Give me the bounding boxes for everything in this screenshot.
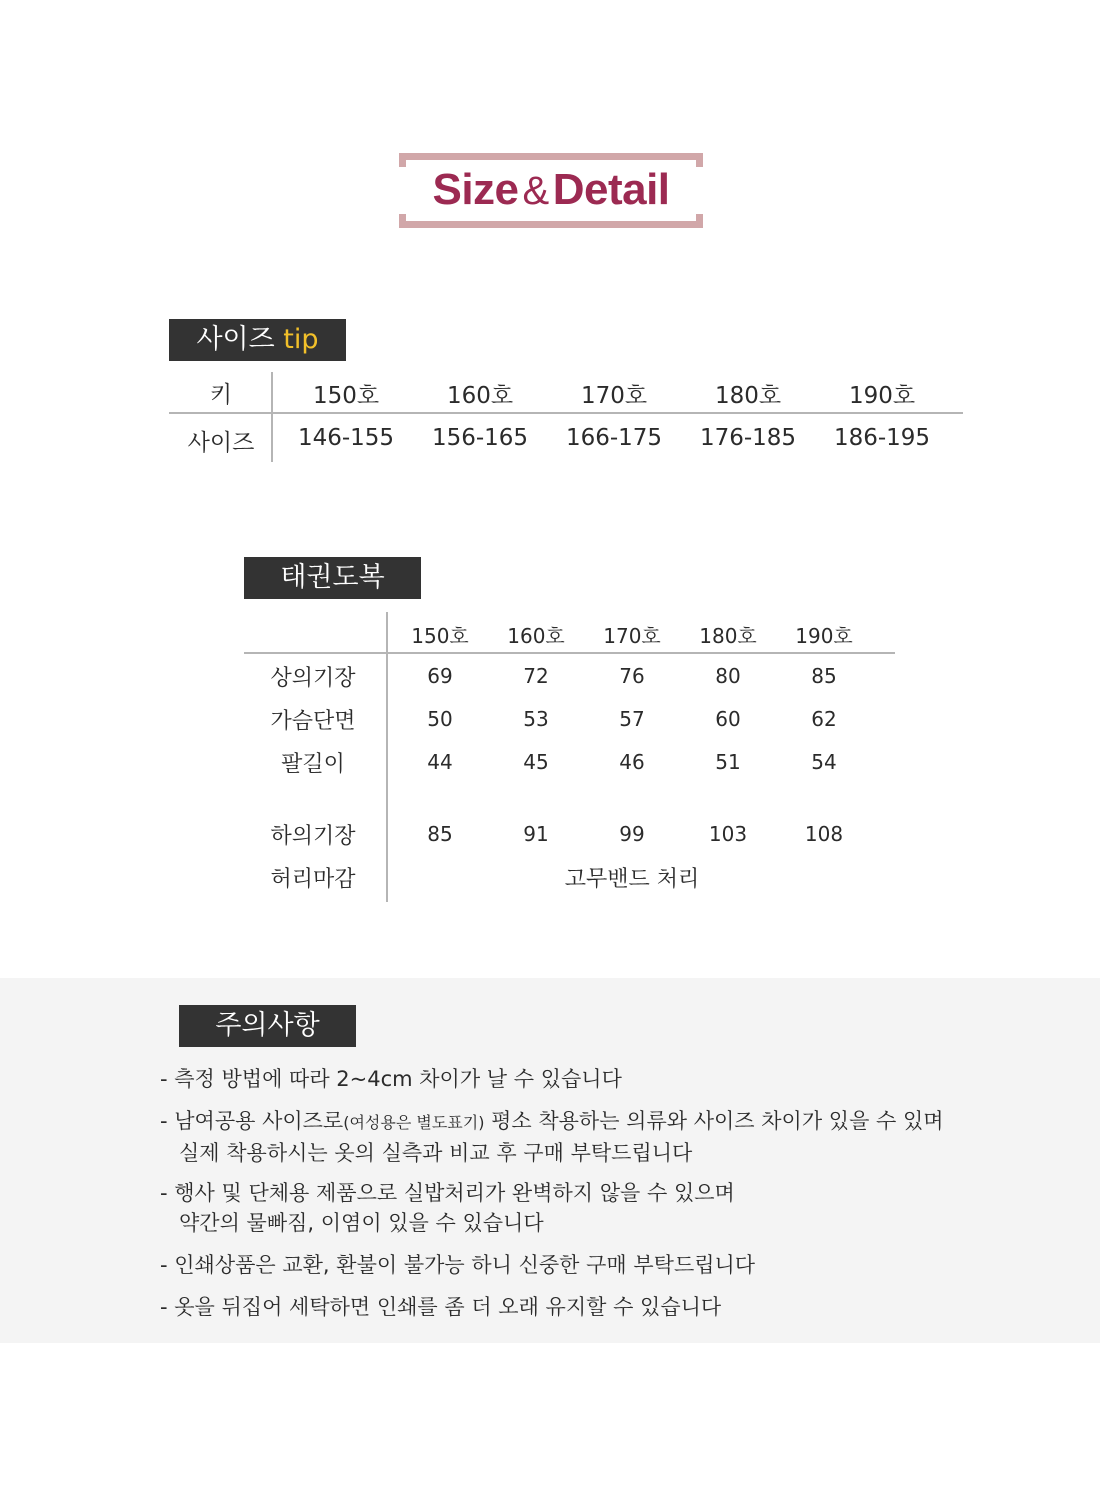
size-tip-column-header: 180호 <box>714 383 782 409</box>
table-cell: 85 <box>811 664 837 688</box>
notice-line: 실제 착용하시는 옷의 실측과 비교 후 구매 부탁드립니다 <box>179 1141 693 1165</box>
notice-item <box>160 1292 721 1322</box>
uniform-column-header: 160호 <box>507 624 565 648</box>
table-cell: 108 <box>804 822 844 846</box>
uniform-column-header: 170호 <box>603 624 661 648</box>
size-range: 186-195 <box>833 425 931 451</box>
table-cell: 57 <box>619 707 645 731</box>
size-tip-highlight: tip <box>283 324 319 355</box>
notice-item <box>160 1106 944 1168</box>
table-cell: 80 <box>715 664 741 688</box>
size-tip-tab <box>169 319 346 361</box>
notice-line: - 옷을 뒤집어 세탁하면 인쇄를 좀 더 오래 유지할 수 있습니다 <box>160 1295 722 1319</box>
table-cell: 72 <box>523 664 549 688</box>
row-label-sleeve: 팔길이 <box>281 752 345 777</box>
size-tip-column-header: 170호 <box>580 383 648 409</box>
table-cell: 45 <box>523 750 549 774</box>
notice-line: - 인쇄상품은 교환, 환불이 불가능 하니 신중한 구매 부탁드립니다 <box>160 1253 756 1277</box>
uniform-tab <box>244 557 421 599</box>
table-cell: 69 <box>427 664 453 688</box>
frame-border-bottom <box>399 221 703 228</box>
uniform-column-header: 190호 <box>795 624 853 648</box>
size-range: 156-165 <box>431 425 529 451</box>
size-tip-column-header: 190호 <box>848 383 916 409</box>
notice-line-part: 평소 착용하는 의류와 사이즈 차이가 있을 수 있며 <box>484 1109 944 1133</box>
uniform-divider-vertical <box>386 612 388 902</box>
table-cell: 51 <box>715 750 741 774</box>
row-label-chest: 가슴단면 <box>270 709 356 734</box>
frame-corner <box>399 214 406 228</box>
table-cell: 99 <box>619 822 645 846</box>
size-tip-column-header: 160호 <box>446 383 514 409</box>
row-label-height: 키 <box>209 382 233 408</box>
table-cell: 53 <box>523 707 549 731</box>
table-cell: 44 <box>427 750 453 774</box>
row-label-pants-length: 하의기장 <box>270 824 356 849</box>
uniform-label: 태권도복 <box>280 562 385 593</box>
notice-line-part: - 남여공용 사이즈로 <box>160 1109 344 1133</box>
notice-line <box>160 1106 944 1138</box>
notice-item <box>160 1250 755 1280</box>
frame-corner <box>696 214 703 228</box>
title-amp: & <box>522 169 549 213</box>
table-cell: 60 <box>715 707 741 731</box>
size-range: 146-155 <box>297 425 395 451</box>
row-label-waist: 허리마감 <box>270 867 356 892</box>
size-tip-column-header: 150호 <box>312 383 380 409</box>
table-cell: 46 <box>619 750 645 774</box>
waist-value: 고무밴드 처리 <box>564 867 700 892</box>
size-tip-divider-horizontal <box>169 412 963 414</box>
uniform-divider-horizontal <box>244 652 895 654</box>
notice-tab <box>179 1005 356 1047</box>
size-range: 166-175 <box>565 425 663 451</box>
table-cell: 91 <box>523 822 549 846</box>
table-cell: 54 <box>811 750 837 774</box>
table-cell: 50 <box>427 707 453 731</box>
table-cell: 103 <box>708 822 748 846</box>
notice-line: - 행사 및 단체용 제품으로 실밥처리가 완벽하지 않을 수 있으며 <box>160 1181 735 1205</box>
title-frame <box>399 153 703 228</box>
row-label-top-length: 상의기장 <box>270 666 356 691</box>
size-range: 176-185 <box>699 425 797 451</box>
notice-line-small: (여성용은 별도표기) <box>343 1113 485 1132</box>
notice-item <box>160 1064 622 1094</box>
table-cell: 76 <box>619 664 645 688</box>
size-tip-divider-vertical <box>271 372 273 462</box>
size-tip-label: 사이즈 <box>196 324 275 355</box>
title-size: Size <box>432 165 519 214</box>
notice-item <box>160 1178 735 1238</box>
table-cell: 62 <box>811 707 837 731</box>
notice-line: 약간의 물빠짐, 이염이 있을 수 있습니다 <box>179 1211 544 1235</box>
title-detail: Detail <box>552 165 670 214</box>
notice-label: 주의사항 <box>215 1010 320 1041</box>
notice-line: - 측정 방법에 따라 2~4cm 차이가 날 수 있습니다 <box>160 1067 622 1091</box>
row-label-size: 사이즈 <box>187 430 255 456</box>
uniform-column-header: 150호 <box>411 624 469 648</box>
uniform-column-header: 180호 <box>699 624 757 648</box>
table-cell: 85 <box>427 822 453 846</box>
page-title <box>399 165 703 215</box>
frame-border-top <box>399 153 703 160</box>
